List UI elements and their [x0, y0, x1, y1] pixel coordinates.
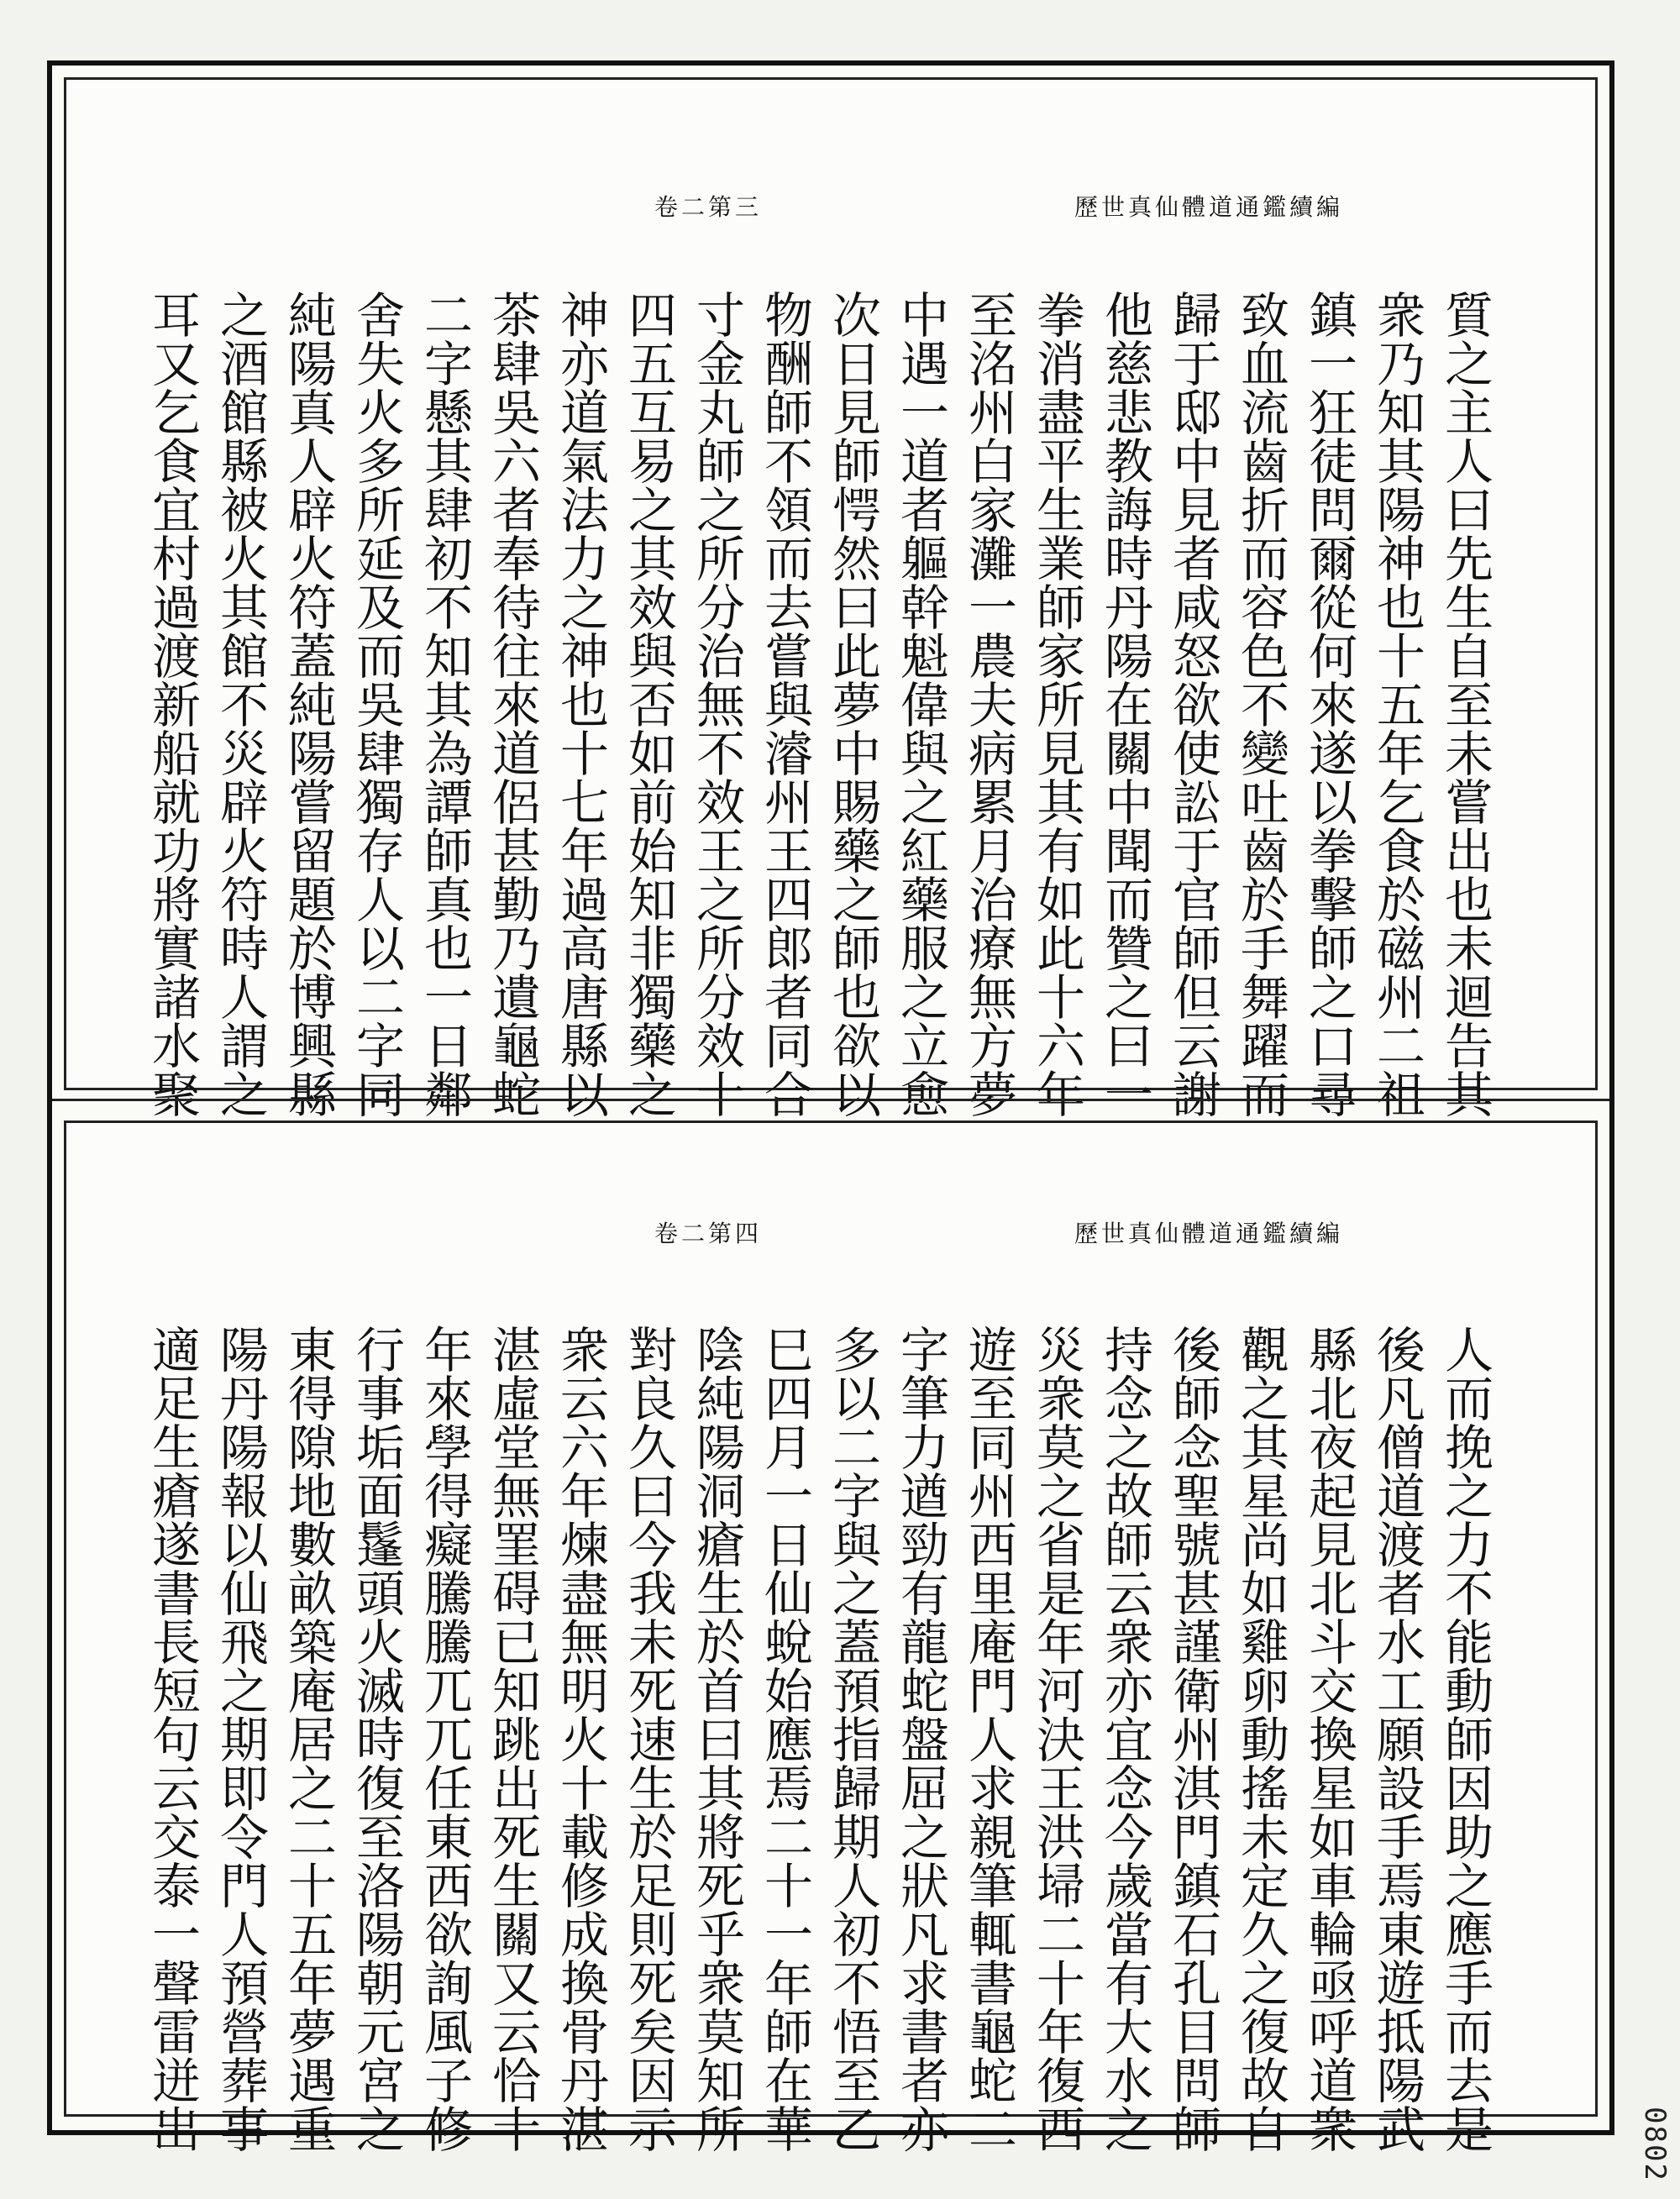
upper-running-title: 歷世真仙體道通鑑續編: [1074, 193, 1343, 221]
text-column: 災衆莫之省是年河決王洪埽二十年復西: [1028, 1325, 1085, 2153]
text-column: 觀之其星尚如雞卵動搖未定久之復故自: [1232, 1325, 1289, 2153]
lower-volume-page: 卷二第四: [654, 1220, 763, 1247]
text-column: 寸金丸師之所分治無不效王之所分效十: [688, 290, 745, 1118]
text-column: 縣北夜起見北斗交換星如車輪亟呼道衆: [1300, 1325, 1357, 2153]
text-column: 拳消盡平生業師家所見其有如此十六年: [1028, 290, 1085, 1118]
text-column: 茶肆吳六者奉待往來道侶甚勤乃遺龜蛇: [484, 290, 541, 1118]
lower-running-title: 歷世真仙體道通鑑續編: [1074, 1220, 1343, 1247]
text-column: 衆云六年煉盡無明火十載修成換骨丹湛: [552, 1325, 609, 2153]
text-column: 適足生瘡遂書長短句云交泰一聲雷迸出: [144, 1325, 201, 2153]
text-column: 之酒館縣被火其館不災辟火符時人謂之: [212, 290, 269, 1118]
text-column: 陰純陽洞瘡生於首曰其將死乎衆莫知所: [688, 1325, 745, 2153]
text-column: 耳又乞食宜村過渡新船就功將實諸水聚: [144, 290, 201, 1118]
text-column: 神亦道氣法力之神也十七年過高唐縣以: [552, 290, 609, 1118]
text-column: 後凡僧道渡者水工願設手焉東遊抵陽武: [1368, 1325, 1425, 2153]
text-column: 質之主人曰先生自至未嘗出也未迴告其: [1436, 290, 1494, 1118]
page-number: 0802: [1638, 2107, 1672, 2182]
text-column: 陽丹陽報以仙飛之期即令門人預營葬事: [212, 1325, 269, 2153]
text-column: 東得隙地數畝築庵居之二十五年夢遇重: [280, 1325, 337, 2153]
text-column: 舍失火多所延及而吳肆獨存人以二字同: [348, 290, 405, 1118]
text-column: 二字懸其肆初不知其為譚師真也一日鄰: [416, 290, 473, 1118]
text-column: 行事垢面鬔頭火滅時復至洛陽朝元宮之: [348, 1325, 405, 2153]
text-column: 人而挽之力不能動師因助之應手而去是: [1436, 1325, 1494, 2153]
text-column: 後師念聖號甚謹衛州淇門鎮石孔目問師: [1164, 1325, 1221, 2153]
text-column: 衆乃知其陽神也十五年乞食於磁州二祖: [1368, 290, 1425, 1118]
text-column: 鎮一狂徒問爾從何來遂以拳擊師之口尋: [1300, 290, 1357, 1118]
text-column: 對良久曰今我未死速生於足則死矣因示: [620, 1325, 677, 2153]
lower-page: [64, 1120, 1598, 2153]
text-column: 次日見師愕然曰此夢中賜藥之師也欲以: [824, 290, 881, 1118]
lower-running-header: [66, 1215, 1595, 1257]
text-column: 四五互易之其效與否如前始知非獨藥之: [620, 290, 677, 1118]
upper-volume-page: 卷二第三: [654, 193, 763, 221]
text-column: 持念之故師云衆亦宜念今歲當有大水之: [1096, 1325, 1153, 2153]
text-column: 他慈悲教誨時丹陽在關中聞而贊之曰一: [1096, 290, 1153, 1118]
text-column: 年來學得癡騰騰兀兀任東西欲詢風子修: [416, 1325, 473, 2153]
text-column: 致血流齒折而容色不變吐齒於手舞躍而: [1232, 290, 1289, 1118]
text-column: 純陽真人辟火符蓋純陽嘗留題於博興縣: [280, 290, 337, 1118]
upper-running-header: [66, 189, 1595, 231]
text-column: 至洺州白家灘一農夫病累月治療無方夢: [960, 290, 1017, 1118]
text-column: 中遇一道者軀幹魁偉與之紅藥服之立愈: [892, 290, 949, 1118]
page-frame: [47, 60, 1614, 2153]
lower-body-text: [138, 1325, 1499, 2153]
text-column: 多以二字與之蓋預指歸期人初不悟至乙: [824, 1325, 881, 2153]
text-column: 物酬師不領而去嘗與濬州王四郎者同合: [756, 290, 813, 1118]
upper-body-text: [138, 290, 1499, 1118]
page-divider: [52, 1099, 1609, 1101]
text-column: 遊至同州西里庵門人求親筆輒書龜蛇二: [960, 1325, 1017, 2153]
text-column: 巳四月一日仙蛻始應焉二十一年師在華: [756, 1325, 813, 2153]
upper-page: [64, 77, 1598, 1118]
text-column: 歸于邸中見者咸怒欲使訟于官師但云謝: [1164, 290, 1221, 1118]
text-column: 字筆力遒勁有龍蛇盤屈之狀凡求書者亦: [892, 1325, 949, 2153]
text-column: 湛虛堂無罣碍已知跳出死生關又云恰十: [484, 1325, 541, 2153]
